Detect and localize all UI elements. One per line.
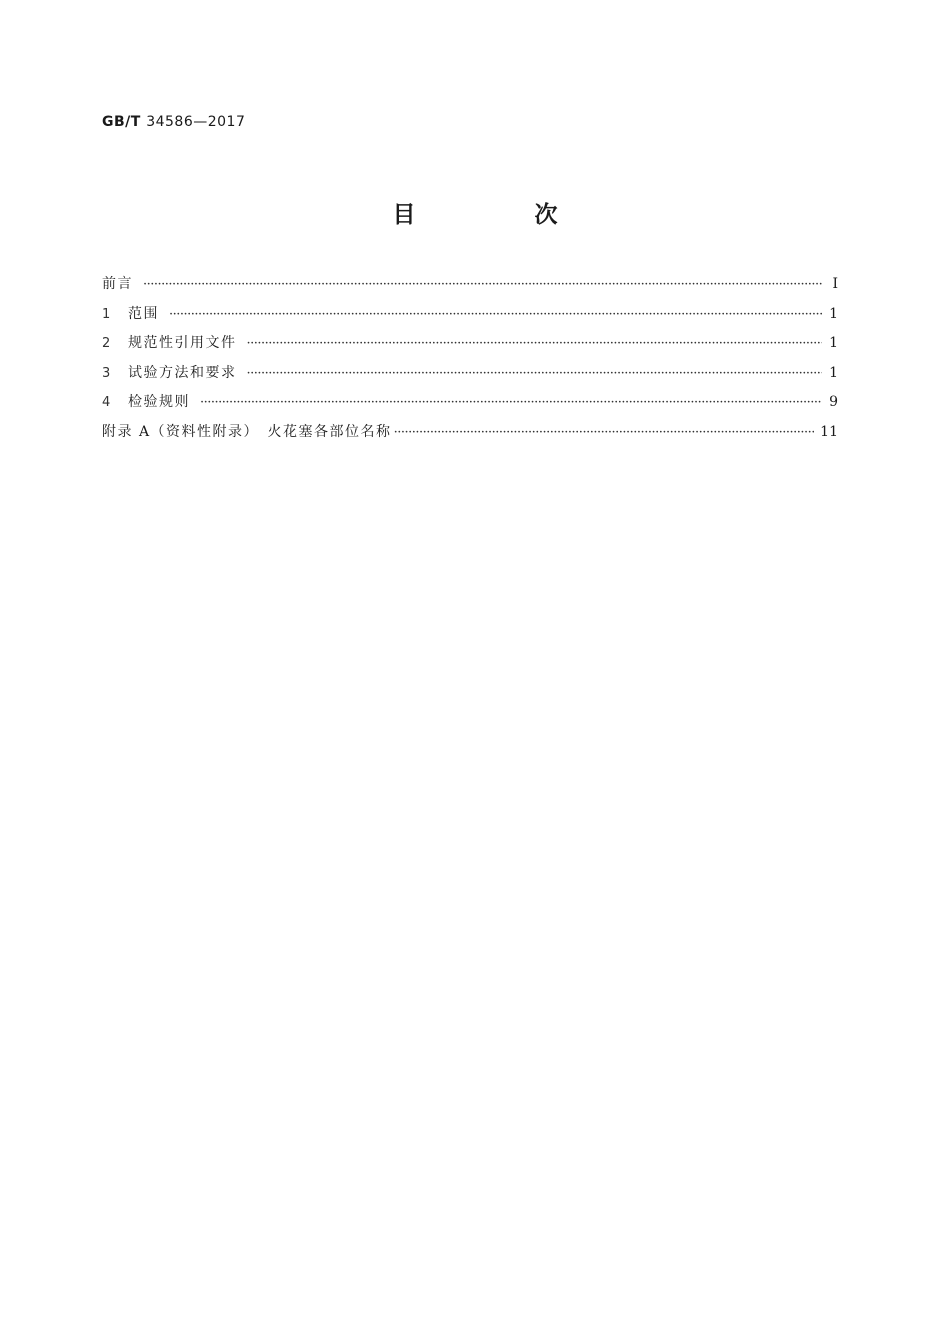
toc-entry-label: 规范性引用文件 [128, 335, 237, 351]
standard-code [102, 114, 245, 130]
toc-entry-inspection-rules[interactable] [102, 391, 838, 421]
toc-entry-normative-references[interactable] [102, 332, 838, 362]
toc-entry-appendix-a[interactable] [102, 421, 838, 451]
toc-page-number: 11 [820, 423, 838, 440]
toc-page-number: 1 [829, 305, 838, 322]
toc-dot-leader [169, 304, 822, 326]
toc-dot-leader [200, 392, 822, 414]
table-of-contents [102, 273, 838, 450]
toc-section-number: 3 [102, 365, 111, 381]
toc-page-number: Ⅰ [832, 276, 838, 292]
toc-section-number: 1 [102, 306, 111, 322]
toc-entry-label: 检验规则 [128, 394, 190, 410]
toc-dot-leader [247, 363, 823, 385]
toc-dot-leader [143, 274, 822, 296]
toc-page-number: 1 [829, 335, 838, 351]
toc-entry-scope[interactable] [102, 303, 838, 333]
toc-dot-leader [394, 422, 815, 444]
toc-entry-label: 试验方法和要求 [128, 364, 237, 381]
page-title: 目 次 [392, 202, 606, 228]
toc-dot-leader [247, 333, 823, 355]
toc-entry-label: 附录 A（资料性附录） 火花塞各部位名称 [102, 423, 392, 440]
toc-entry-foreword[interactable] [102, 273, 838, 303]
toc-entry-label: 前言 [102, 276, 133, 292]
standard-code-number: 34586—2017 [146, 114, 246, 130]
toc-section-number: 2 [102, 336, 111, 351]
toc-page-number: 9 [829, 394, 838, 410]
toc-entry-test-methods[interactable] [102, 362, 838, 392]
standard-code-prefix: GB/T [102, 114, 141, 130]
toc-section-number: 4 [102, 395, 111, 410]
toc-page-number: 1 [829, 364, 838, 381]
toc-entry-label: 范围 [128, 305, 159, 322]
